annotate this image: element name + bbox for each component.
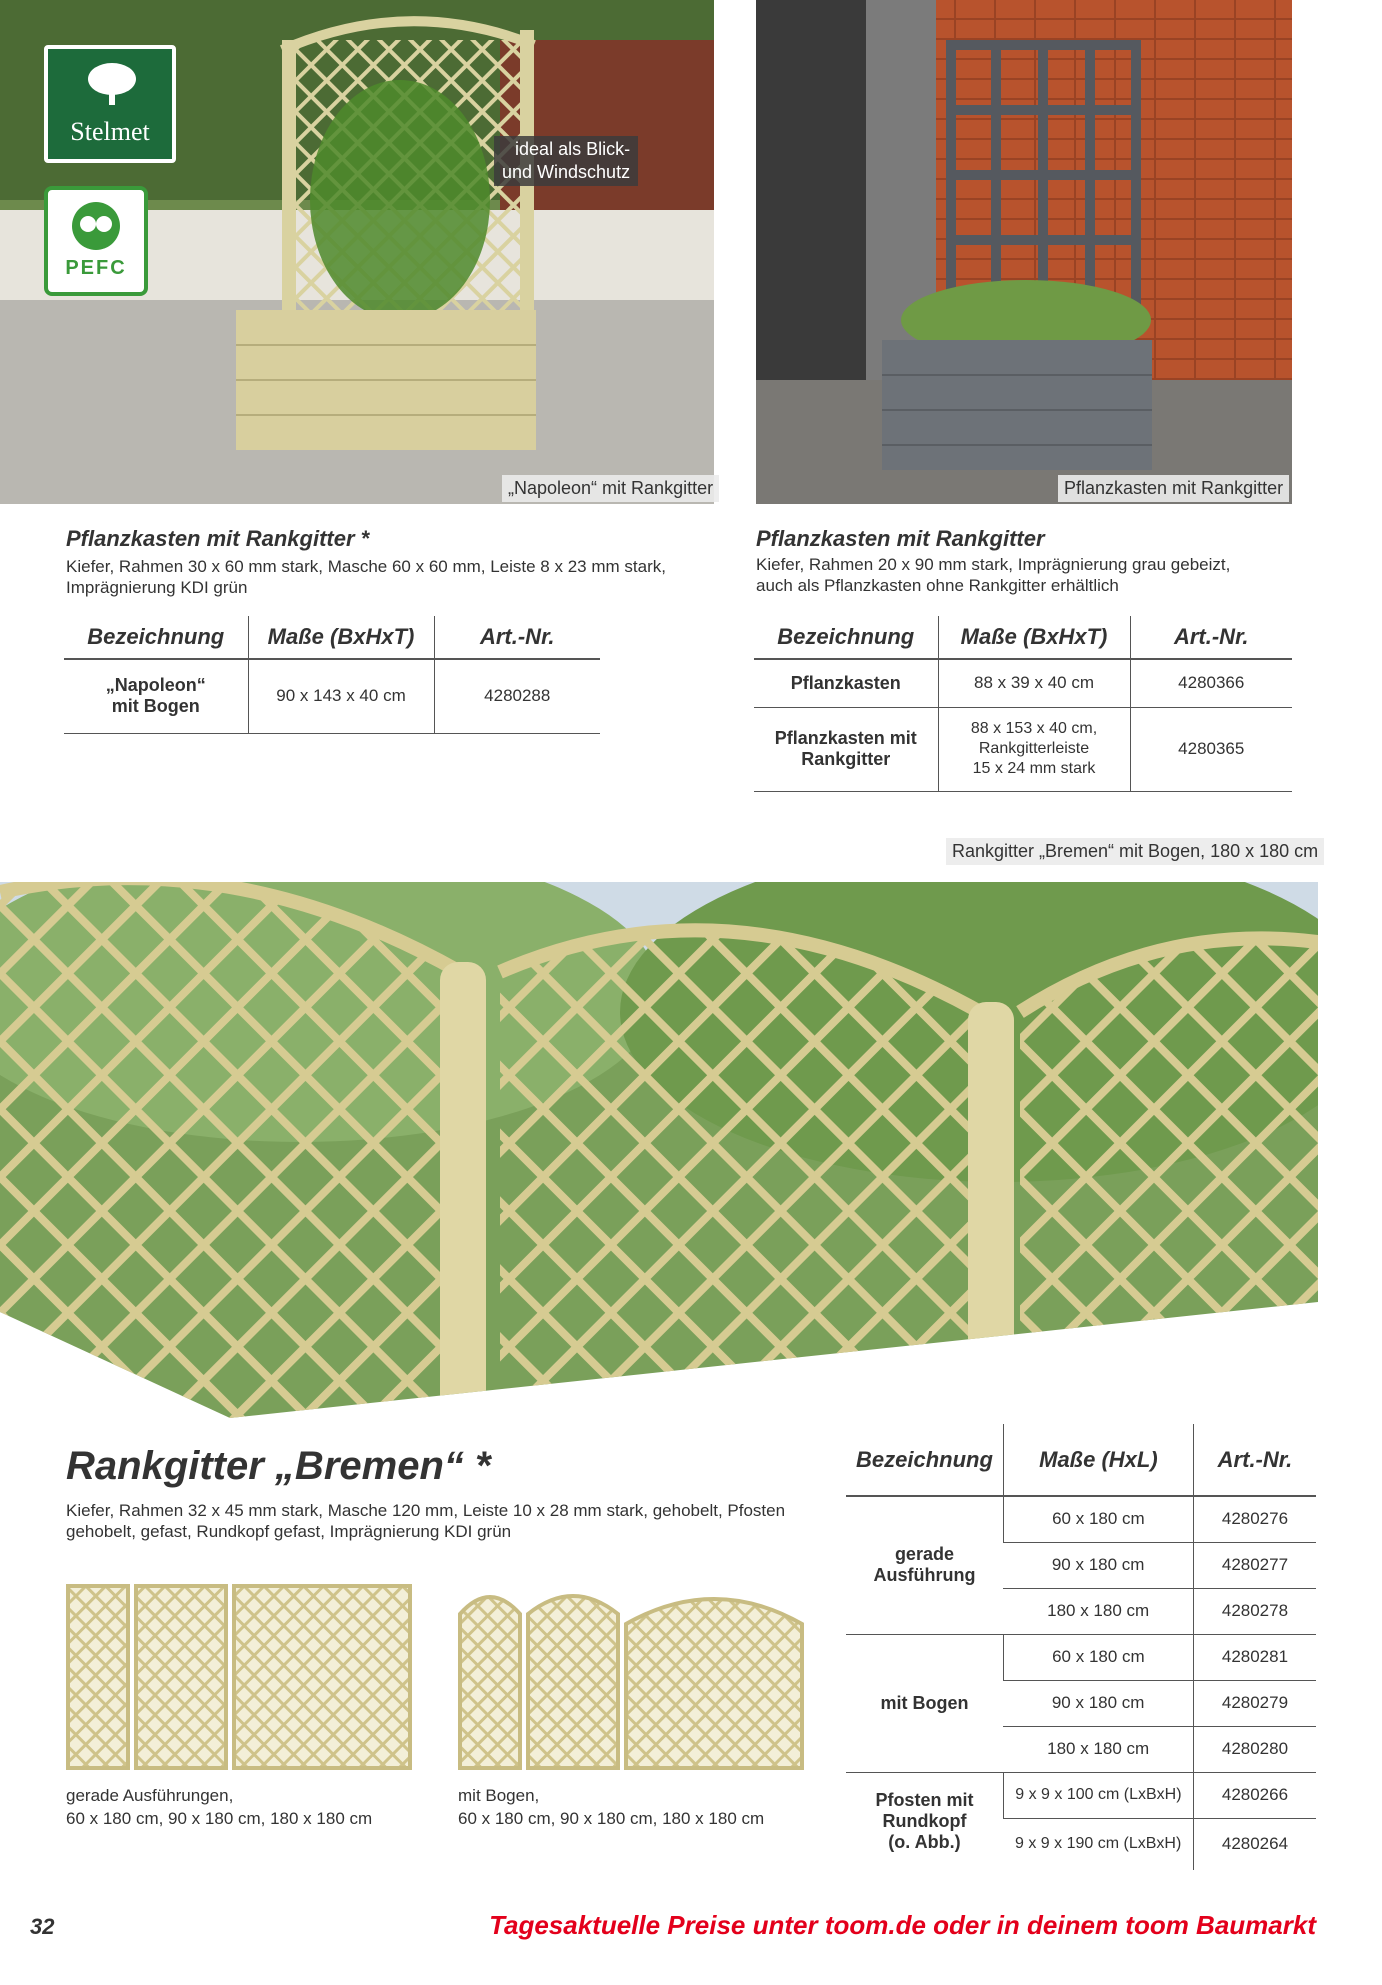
row-size: 60 x 180 cm xyxy=(1003,1634,1193,1680)
col-masse: Maße (BxHxT) xyxy=(938,616,1130,659)
row-size: 88 x 39 x 40 cm xyxy=(938,659,1130,707)
row-size: 9 x 9 x 100 cm (LxBxH) xyxy=(1003,1772,1193,1818)
row-art-nr: 4280366 xyxy=(1130,659,1292,707)
row-name: Pflanzkasten xyxy=(754,659,938,707)
product1-description xyxy=(66,556,666,598)
group-name-line1: gerade xyxy=(894,1544,954,1565)
straight-lattice-illustration xyxy=(66,1584,412,1770)
photo1-overlay-line1: ideal als Blick- xyxy=(515,139,631,159)
row-art-nr: 4280266 xyxy=(1193,1772,1316,1818)
photo1-overlay-tag xyxy=(494,136,638,186)
tree-icon xyxy=(84,59,140,109)
photo-bremen-lattice xyxy=(0,832,1318,1418)
row-art-nr: 4280278 xyxy=(1193,1588,1316,1634)
row-size: 180 x 180 cm xyxy=(1003,1726,1193,1772)
table-row xyxy=(754,707,1292,791)
product2-desc-line2: auch als Pflanzkasten ohne Rankgitter erhältlich xyxy=(756,576,1119,595)
product2-description xyxy=(756,554,1230,596)
row-size xyxy=(938,707,1130,791)
product3-desc-line1: Kiefer, Rahmen 32 x 45 mm stark, Masche 120 mm, Leiste 10 x 28 mm stark, gehobelt, Pfosten xyxy=(66,1501,786,1520)
row-art-nr: 4280264 xyxy=(1193,1818,1316,1870)
col-bezeichnung: Bezeichnung xyxy=(754,616,938,659)
col-artnr: Art.-Nr. xyxy=(1130,616,1292,659)
straight-caption-line2: 60 x 180 cm, 90 x 180 cm, 180 x 180 cm xyxy=(66,1809,373,1828)
col-masse: Maße (HxL) xyxy=(1003,1424,1193,1496)
row-art-nr: 4280288 xyxy=(434,659,600,733)
table-row xyxy=(846,1634,1316,1680)
row-art-nr: 4280277 xyxy=(1193,1542,1316,1588)
pefc-logo xyxy=(44,186,148,296)
group-name-line1: Pfosten mit xyxy=(875,1789,974,1810)
photo-grey-planter xyxy=(756,0,1292,504)
product3-title: Rankgitter „Bremen“ * xyxy=(66,1444,491,1488)
col-bezeichnung: Bezeichnung xyxy=(846,1424,1003,1496)
group-name xyxy=(846,1496,1003,1634)
col-artnr: Art.-Nr. xyxy=(434,616,600,659)
product2-desc-line1: Kiefer, Rahmen 20 x 90 mm stark, Imprägnierung grau gebeizt, xyxy=(756,555,1231,574)
product1-desc-line1: Kiefer, Rahmen 30 x 60 mm stark, Masche 60 x 60 mm, Leiste 8 x 23 mm stark, xyxy=(66,557,666,576)
row-name-line1: „Napoleon“ xyxy=(105,675,206,696)
arched-caption-line2: 60 x 180 cm, 90 x 180 cm, 180 x 180 cm xyxy=(458,1809,765,1828)
page-number: 32 xyxy=(30,1914,55,1939)
table-row xyxy=(846,1496,1316,1542)
row-art-nr: 4280279 xyxy=(1193,1680,1316,1726)
table-row xyxy=(64,659,600,733)
photo2-caption: Pflanzkasten mit Rankgitter xyxy=(1058,475,1289,502)
group-name-line2: Rundkopf xyxy=(882,1810,967,1831)
group-name xyxy=(846,1772,1003,1870)
product3-desc-line2: gehobelt, gefast, Rundkopf gefast, Imprägnierung KDI grün xyxy=(66,1522,512,1541)
stelmet-logo xyxy=(44,45,176,163)
table-row xyxy=(846,1772,1316,1818)
row-name xyxy=(754,707,938,791)
row-size: 180 x 180 cm xyxy=(1003,1588,1193,1634)
group-name-line3: (o. Abb.) xyxy=(888,1831,961,1852)
table-row xyxy=(754,659,1292,707)
row-size-line1: 88 x 153 x 40 cm, xyxy=(970,720,1098,737)
col-bezeichnung: Bezeichnung xyxy=(64,616,248,659)
arched-variants-caption xyxy=(458,1784,764,1830)
row-size: 60 x 180 cm xyxy=(1003,1496,1193,1542)
product1-table-header xyxy=(64,616,600,659)
straight-caption-line1: gerade Ausführungen, xyxy=(66,1786,234,1805)
row-size-line3: 15 x 24 mm stark xyxy=(972,760,1096,777)
product2-table-header xyxy=(754,616,1292,659)
row-name xyxy=(64,659,248,733)
pefc-logo-text: PEFC xyxy=(65,257,127,279)
arched-lattice-illustration xyxy=(458,1584,804,1770)
product3-description xyxy=(66,1500,785,1542)
row-art-nr: 4280365 xyxy=(1130,707,1292,791)
stelmet-logo-text: Stelmet xyxy=(70,117,150,146)
product2-title: Pflanzkasten mit Rankgitter xyxy=(756,526,1045,551)
col-masse: Maße (BxHxT) xyxy=(248,616,434,659)
row-size: 90 x 143 x 40 cm xyxy=(248,659,434,733)
pefc-trees-icon xyxy=(66,200,126,252)
photo3-caption: Rankgitter „Bremen“ mit Bogen, 180 x 180 cm xyxy=(946,838,1324,865)
row-art-nr: 4280280 xyxy=(1193,1726,1316,1772)
product2-table xyxy=(754,616,1292,792)
product1-title: Pflanzkasten mit Rankgitter * xyxy=(66,526,370,551)
group-name-line2: Ausführung xyxy=(873,1565,976,1586)
straight-variants-caption xyxy=(66,1784,372,1830)
row-name-line2: Rankgitter xyxy=(801,749,891,769)
product3-table xyxy=(846,1424,1316,1870)
row-size: 90 x 180 cm xyxy=(1003,1680,1193,1726)
group-name: mit Bogen xyxy=(846,1634,1003,1772)
footer-slogan: Tagesaktuelle Preise unter toom.de oder in deinem toom Baumarkt xyxy=(489,1910,1316,1940)
row-art-nr: 4280276 xyxy=(1193,1496,1316,1542)
product1-desc-line2: Imprägnierung KDI grün xyxy=(66,578,248,597)
photo1-caption: „Napoleon“ mit Rankgitter xyxy=(502,475,719,502)
product3-table-header xyxy=(846,1424,1316,1496)
row-art-nr: 4280281 xyxy=(1193,1634,1316,1680)
photo1-overlay-line2: und Windschutz xyxy=(502,162,631,182)
col-artnr: Art.-Nr. xyxy=(1193,1424,1316,1496)
arched-caption-line1: mit Bogen, xyxy=(458,1786,540,1805)
row-name-line1: Pflanzkasten mit xyxy=(774,728,917,748)
product1-table xyxy=(64,616,600,734)
row-size: 90 x 180 cm xyxy=(1003,1542,1193,1588)
row-name-line2: mit Bogen xyxy=(111,696,200,717)
row-size: 9 x 9 x 190 cm (LxBxH) xyxy=(1015,1835,1182,1853)
row-size-line2: Rankgitterleiste xyxy=(978,740,1090,757)
